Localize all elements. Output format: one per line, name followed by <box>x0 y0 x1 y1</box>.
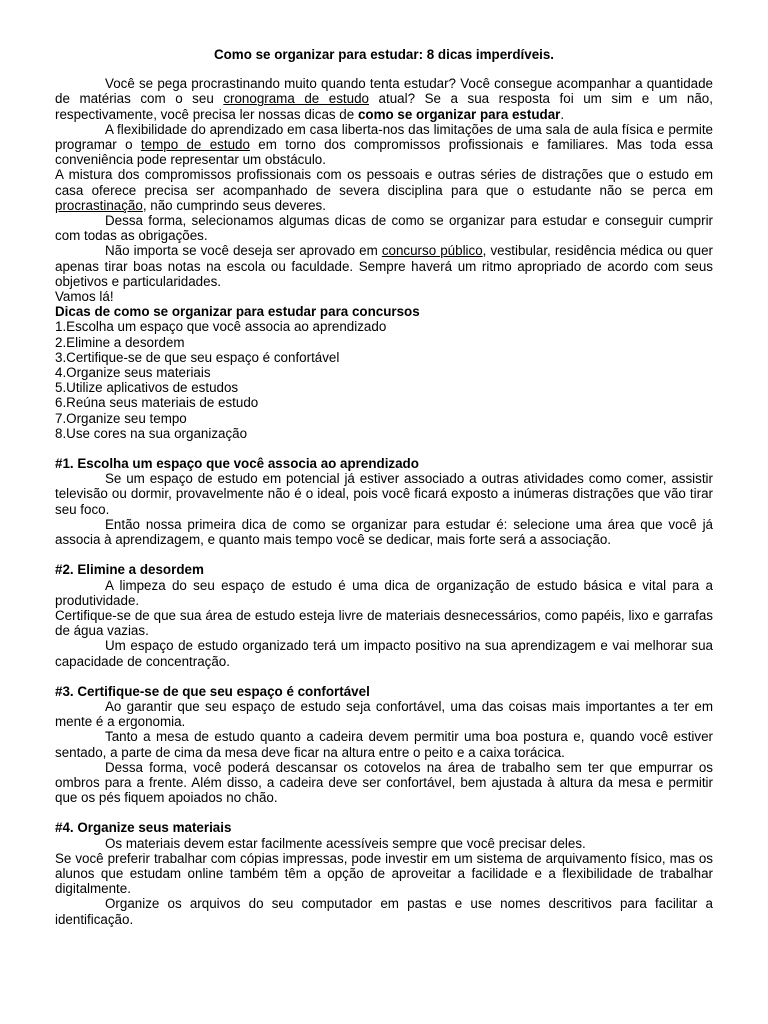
intro-paragraph-4: Dessa forma, selecionamos algumas dicas de como se organizar para estudar e conseguir cumprir com todas as obrigações. <box>55 213 713 244</box>
section-1-heading: #1. Escolha um espaço que você associa ao aprendizado <box>55 456 419 472</box>
text-run: , não cumprindo seus deveres. <box>142 197 326 213</box>
list-item: 4.Organize seus materiais <box>55 365 211 381</box>
list-item: 3.Certifique-se de que seu espaço é confortável <box>55 349 340 365</box>
intro-paragraph-3 <box>55 167 713 213</box>
intro-paragraph-6: Vamos lá! <box>55 289 114 305</box>
text-run: A flexibilidade do aprendizado em casa liberta-nos das limitações de uma sala de aula física e permite programar o <box>55 121 713 153</box>
text-run: Não importa se você deseja ser aprovado em <box>105 243 382 259</box>
section-1-paragraph: Se um espaço de estudo em potencial já estiver associado a outras atividades como comer, assistir televisão ou dormir, provavelmente não é o ideal, pois você ficará exposto a inúmeras distrações que vão tirar seu foco. <box>55 471 713 517</box>
text-run: A mistura dos compromissos profissionais com os pessoais e outras séries de distrações que o estudo em casa oferece precisa ser acompanhado de severa disciplina para que o estudante não se perca em <box>55 167 713 198</box>
section-4-heading: #4. Organize seus materiais <box>55 820 232 836</box>
list-item: 1.Escolha um espaço que você associa ao aprendizado <box>55 319 387 335</box>
list-item: 8.Use cores na sua organização <box>55 425 248 441</box>
section-1-paragraph: Então nossa primeira dica de como se organizar para estudar é: selecione uma área que você já associa à aprendizagem, e quanto mais tempo você se dedicar, mais forte será a associação. <box>55 516 713 548</box>
list-heading: Dicas de como se organizar para estudar para concursos <box>55 304 420 320</box>
section-3-paragraph: Dessa forma, você poderá descansar os cotovelos na área de trabalho sem ter que empurrar os ombros para a frente. Além disso, a cadeira deve ser confortável, bem ajustada à altura da mesa e permitir que os pés fiquem apoiados no chão. <box>55 759 713 806</box>
section-3-paragraph: Tanto a mesa de estudo quanto a cadeira devem permitir uma boa postura e, quando você estiver sentado, a parte de cima da mesa deve ficar na altura entre o peito e a caixa torácica. <box>55 729 713 760</box>
list-item: 7.Organize seu tempo <box>55 410 187 426</box>
document-page <box>55 47 713 927</box>
document-title: Como se organizar para estudar: 8 dicas imperdíveis. <box>213 47 555 62</box>
link-concurso-publico[interactable]: concurso público <box>381 243 483 259</box>
tips-list <box>55 319 713 441</box>
section-2-paragraph: A limpeza do seu espaço de estudo é uma dica de organização de estudo básica e vital para a produtividade. <box>55 577 713 608</box>
intro-paragraph-2 <box>55 122 713 168</box>
link-cronograma-de-estudo[interactable]: cronograma de estudo <box>223 91 369 107</box>
section-spacer <box>55 547 713 562</box>
bold-phrase: como se organizar para estudar <box>357 106 561 122</box>
text-run: atual? Se a sua resposta foi um sim e um não, respectivamente, você precisa ler nossas dicas de <box>55 91 713 122</box>
section-2-heading: #2. Elimine a desordem <box>55 562 204 578</box>
list-item: 2.Elimine a desordem <box>55 334 185 350</box>
text-run: . <box>560 106 565 122</box>
section-4-paragraph: Se você preferir trabalhar com cópias impressas, pode investir em um sistema de arquivamento físico, mas os alunos que estudam online também têm a opção de aproveitar a facilidade e a flexibilidade de trabalhar digitalmente. <box>55 850 713 897</box>
intro-paragraph-5 <box>55 243 713 289</box>
section-4-paragraph: Organize os arquivos do seu computador em pastas e use nomes descritivos para facilitar a identificação. <box>55 896 713 927</box>
section-3-paragraph: Ao garantir que seu espaço de estudo seja confortável, uma das coisas mais importantes a ter em mente é a ergonomia. <box>55 698 713 730</box>
link-tempo-de-estudo[interactable]: tempo de estudo <box>140 137 250 153</box>
text-run: , vestibular, residência médica ou quer apenas tirar boas notas na escola ou faculdade. Sempre haverá um ritmo apropriado de acordo com seus objetivos e particularidades. <box>55 243 713 289</box>
section-2-paragraph: Certifique-se de que sua área de estudo esteja livre de materiais desnecessários, como papéis, lixo e garrafas de água vazias. <box>55 607 713 639</box>
list-item: 5.Utilize aplicativos de estudos <box>55 380 239 396</box>
section-spacer <box>55 669 713 684</box>
list-item: 6.Reúna seus materiais de estudo <box>55 395 259 411</box>
section-spacer <box>55 805 713 820</box>
section-4-paragraph: Os materiais devem estar facilmente acessíveis sempre que você precisar deles. <box>105 835 586 851</box>
section-3-heading: #3. Certifique-se de que seu espaço é confortável <box>55 683 370 699</box>
text-run: em torno dos compromissos profissionais e familiares. Mas toda essa conveniência pode representar um obstáculo. <box>55 137 713 168</box>
intro-paragraph-1 <box>55 76 713 122</box>
section-2-paragraph: Um espaço de estudo organizado terá um impacto positivo na sua aprendizagem e vai melhorar sua capacidade de concentração. <box>55 638 713 669</box>
text-run: Você se pega procrastinando muito quando tenta estudar? Você consegue acompanhar a quantidade de matérias com o seu <box>55 76 713 107</box>
section-spacer <box>55 441 713 456</box>
link-procrastinacao[interactable]: procrastinação <box>55 197 143 213</box>
